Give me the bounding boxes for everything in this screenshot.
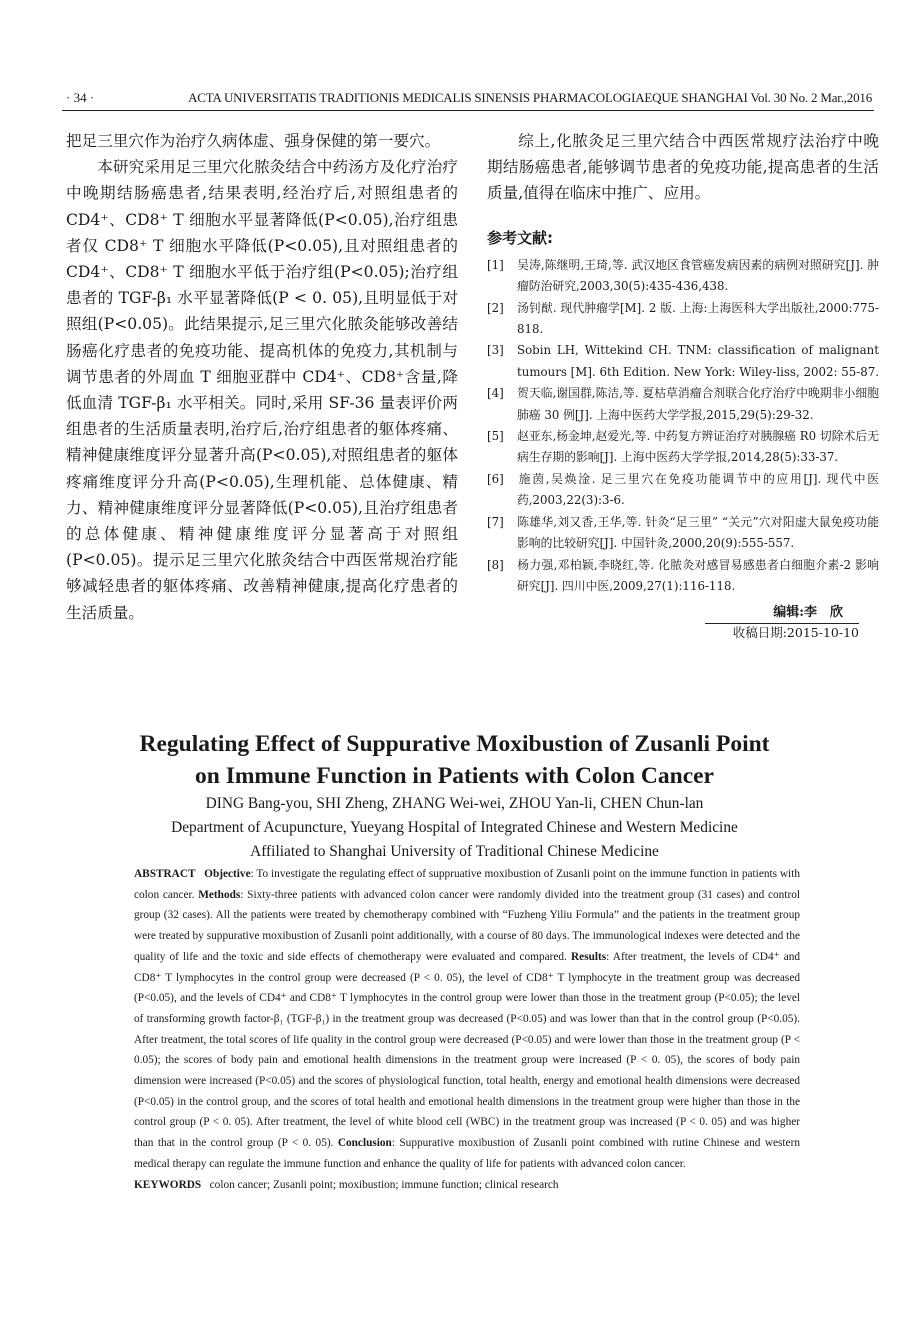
english-title-line-2: on Immune Function in Patients with Colon Cancer bbox=[195, 763, 714, 789]
reference-item bbox=[487, 512, 879, 555]
reference-item bbox=[487, 469, 879, 512]
left-column bbox=[66, 128, 458, 626]
reference-number: [8] bbox=[487, 557, 504, 572]
methods-label: Methods bbox=[198, 888, 241, 901]
reference-item bbox=[487, 340, 879, 383]
reference-number: [6] bbox=[487, 471, 504, 486]
objective-text: : To investigate the regulating effect of suppruative moxibustion of Zusanli point on the immune function in patients with colon cancer. bbox=[134, 868, 800, 901]
references-heading: 参考文献: bbox=[487, 228, 553, 247]
results-text: : After treatment, the levels of CD4⁺ and CD8⁺ T lymphocytes in the control group were decreased (P < 0. 05), the level of CD8⁺ T lymphocyte in the treatment group was decreased (P<0.05), and the levels of CD4⁺ and CD8⁺ T lymphocytes in the control group were lower than those in the treatment group (P<0.05); the level of transforming growth factor-β₁ (TGF-β₁) in the treatment group was decreased (P<0.05) and was lower than that in the control group (P<0.05). After treatment, the total scores of life quality in the control group were decreased (P<0.05) and were lower than those in the treatment group (P < 0.05); the scores of body pain and emotional health dimensions in the treatment group were increased (P < 0. 05), the scores of body pain dimension were increased (P<0.05) and the scores of physiological function, total health, energy and emotional health dimensions were decreased (P<0.05) in the control group, and the scores of total health and emotional health dimensions in the treatment group were higher than those in the control group (P < 0. 05). After treatment, the level of white blood cell (WBC) in the treatment group was increased (P < 0. 05) and was higher than that in the control group (P < 0. 05). bbox=[134, 950, 801, 1150]
reference-text: 陈雄华,刘又香,王华,等. 针灸“足三里” “关元”穴对阳虚大鼠免疫功能影响的比较研究[J]. 中国针灸,2000,20(9):555-557. bbox=[517, 514, 879, 551]
results-label: Results bbox=[571, 950, 607, 963]
reference-number: [1] bbox=[487, 257, 504, 272]
english-title-line-1: Regulating Effect of Suppurative Moxibustion of Zusanli Point bbox=[139, 731, 770, 757]
received-date: 收稿日期:2015-10-10 bbox=[732, 625, 859, 641]
paragraph-discussion: 本研究采用足三里穴化脓灸结合中药汤方及化疗治疗中晚期结肠癌患者,结果表明,经治疗后,对照组患者的 CD4⁺、CD8⁺ T 细胞水平显著降低(P<0.05),治疗组患者仅 CD8⁺ T 细胞水平降低(P<0.05),且对照组患者的 CD4⁺、CD8⁺ T 细胞水平低于治疗组(P<0.05);治疗组患者的 TGF-β₁ 水平显著降低(P < 0. 05),且明显低于对照组(P<0.05)。此结果提示,足三里穴化脓灸能够改善结肠癌化疗患者的免疫功能、提高机体的免疫力,其机制与调节患者的外周血 T 细胞亚群中 CD4⁺、CD8⁺含量,降低血清 TGF-β₁ 水平相关。同时,采用 SF-36 量表评价两组患者的生活质量表明,治疗后,治疗组患者的躯体疼痛、精神健康维度评分显著升高(P<0.05),对照组患者的躯体疼痛维度评分升高(P<0.05),生理机能、总体健康、精力、精神健康维度评分显著降低(P<0.05),且治疗组患者的总体健康、精神健康维度评分显著高于对照组(P<0.05)。提示足三里穴化脓灸结合中西医常规治疗能够减轻患者的躯体疼痛、改善精神健康,提高化疗患者的生活质量。 bbox=[66, 158, 458, 622]
objective-label: Objective bbox=[204, 868, 251, 880]
reference-item bbox=[487, 298, 879, 341]
methods-text: : Sixty-three patients with advanced colon cancer were randomly divided into the treatment group (31 cases) and control group (32 cases). All the patients were treated by chemotherapy combined with “Fuzheng Yiliu Formula” and the patients in the treatment group were treated by suppurative moxibustion of Zusanli point additionally, with a course of 80 days. The immunological indexes were detected and the quality of life and the toxic and side effects of chemotherapy were evaluated and compared. bbox=[134, 888, 800, 963]
right-column bbox=[487, 128, 879, 642]
reference-text: 吴涛,陈继明,王琦,等. 武汉地区食管癌发病因素的病例对照研究[J]. 肿瘤防治研究,2003,30(5):435-436,438. bbox=[517, 257, 879, 294]
reference-item bbox=[487, 555, 879, 598]
reference-text: 赵亚东,杨金坤,赵爱光,等. 中药复方辨证治疗对胰腺癌 R0 切除术后无病生存期的影响[J]. 上海中医药大学学报,2014,28(5):33-37. bbox=[517, 429, 879, 465]
reference-item bbox=[487, 383, 879, 426]
reference-text: 汤钊猷. 现代肿瘤学[M]. 2 版. 上海:上海医科大学出版社,2000:775-818. bbox=[517, 300, 879, 337]
affiliation-line-2: Affiliated to Shanghai University of Traditional Chinese Medicine bbox=[250, 843, 659, 860]
reference-text: 杨力强,邓柏颖,李晓红,等. 化脓灸对感冒易感患者白细胞介素-2 影响研究[J]. 四川中医,2009,27(1):116-118. bbox=[517, 557, 879, 593]
editor-credit: 编辑:李 欣 bbox=[773, 605, 843, 621]
keywords-label: KEYWORDS bbox=[134, 1178, 202, 1191]
paragraph-continued: 把足三里穴作为治疗久病体虚、强身保健的第一要穴。 bbox=[66, 132, 441, 150]
reference-text: 贺天临,谢国群,陈洁,等. 夏枯草消瘤合剂联合化疗治疗中晚期非小细胞肺癌 30 例[J]. 上海中医药大学学报,2015,29(5):29-32. bbox=[517, 386, 879, 422]
reference-number: [2] bbox=[487, 300, 504, 315]
reference-text: 施茵,吴焕淦. 足三里穴在免疫功能调节中的应用[J]. 现代中医药,2003,22(3):3-6. bbox=[517, 471, 879, 508]
conclusion-text: : Suppurative moxibustion of Zusanli point combined with rutine Chinese and western medical therapy can regulate the immune function and enhance the quality of life for patients with advanced colon cancer. bbox=[134, 1137, 800, 1170]
reference-item bbox=[487, 255, 879, 298]
paragraph-conclusion: 综上,化脓灸足三里穴结合中西医常规疗法治疗中晚期结肠癌患者,能够调节患者的免疫功能,提高患者的生活质量,值得在临床中推广、应用。 bbox=[487, 132, 879, 203]
keywords bbox=[134, 1175, 800, 1196]
journal-citation: ACTA UNIVERSITATIS TRADITIONIS MEDICALIS SINENSIS PHARMACOLOGIAEQUE SHANGHAI Vol. 30 No. 2 Mar.,2016 bbox=[188, 90, 872, 105]
reference-item bbox=[487, 426, 879, 469]
reference-number: [4] bbox=[487, 386, 504, 401]
abstract-label: ABSTRACT bbox=[134, 868, 196, 880]
running-header bbox=[66, 88, 872, 108]
english-abstract bbox=[134, 864, 800, 1195]
page-number: · 34 · bbox=[66, 90, 95, 105]
affiliation-line-1: Department of Acupuncture, Yueyang Hospital of Integrated Chinese and Western Medicine bbox=[171, 819, 738, 836]
reference-text: Sobin LH, Wittekind CH. TNM: classification of malignant tumours [M]. 6th Edition. New York: Wiley-liss, 2002: 55-87. bbox=[517, 343, 879, 379]
keywords-text: colon cancer; Zusanli point; moxibustion; immune function; clinical research bbox=[209, 1178, 559, 1191]
reference-number: [5] bbox=[487, 429, 504, 444]
reference-number: [7] bbox=[487, 514, 504, 529]
abstract-body bbox=[134, 864, 800, 1175]
header-rule bbox=[62, 110, 874, 111]
reference-number: [3] bbox=[487, 343, 504, 358]
conclusion-label: Conclusion bbox=[337, 1137, 392, 1150]
authors: DING Bang-you, SHI Zheng, ZHANG Wei-wei, ZHOU Yan-li, CHEN Chun-lan bbox=[205, 795, 704, 812]
reference-list bbox=[487, 255, 879, 598]
